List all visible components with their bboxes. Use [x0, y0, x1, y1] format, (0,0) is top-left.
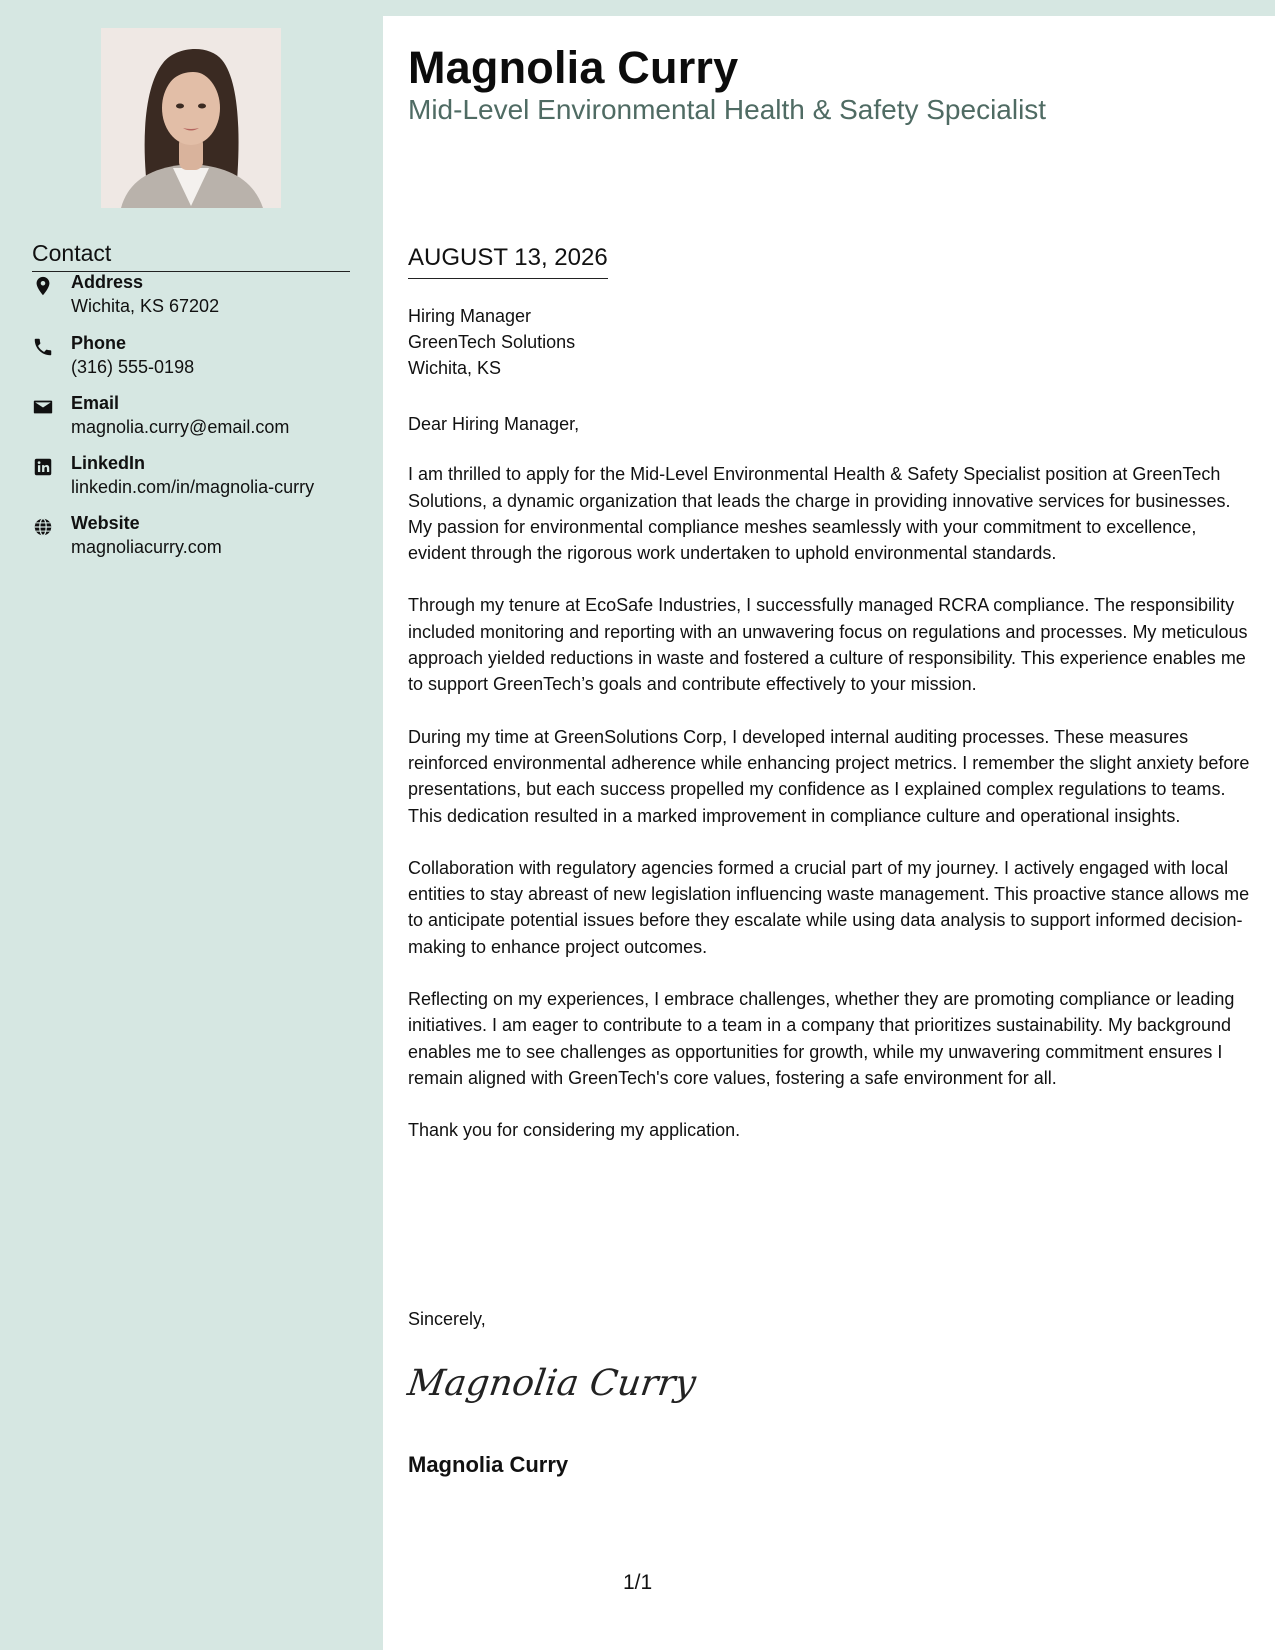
sidebar — [0, 0, 383, 1650]
recipient-block — [408, 303, 575, 381]
contact-linkedin[interactable] — [32, 453, 362, 505]
website-link[interactable]: magnoliacurry.com — [71, 537, 222, 557]
letter-paragraph: Reflecting on my experiences, I embrace challenges, whether they are promoting compliance or leading initiatives. I am eager to contribute to a team in a company that prioritizes sustainability. My background enables me to see challenges as opportunities for growth, while my unwavering commitment ensures I remain aligned with GreenTech's core values, fostering a safe environment for all. — [408, 989, 1235, 1088]
closing: Sincerely, — [408, 1309, 486, 1329]
contact-heading: Contact — [32, 240, 350, 272]
contact-label: Website — [71, 513, 140, 533]
letter-paragraph: Thank you for considering my application. — [408, 1120, 741, 1141]
contact-website[interactable] — [32, 513, 362, 565]
letter-paragraph: I am thrilled to apply for the Mid-Level Environmental Health & Safety Specialist position at GreenTech Solutions, a dynamic organization that leads the charge in providing innovative services for businesses. My passion for environmental compliance meshes seamlessly with your commitment to excellence, evident through the rigorous work undertaken to uphold environmental standards. — [408, 464, 1231, 564]
contact-value: Wichita, KS 67202 — [71, 296, 220, 316]
signature-script: Magnolia Curry — [405, 1361, 699, 1404]
letter-paragraph: Collaboration with regulatory agencies formed a crucial part of my journey. I actively engaged with local entities to stay abreast of new legislation influencing waste management. This proactive stance allows me to anticipate potential issues before they escalate while using data analysis to support informed decision-making to enhance project outcomes. — [408, 857, 1250, 957]
recipient-line: Wichita, KS — [408, 358, 502, 378]
letter-paragraph: Through my tenure at EcoSafe Industries, I successfully managed RCRA compliance. The responsibility included monitoring and reporting with an unwavering focus on regulations and processes. My meticulous approach yielded reductions in waste and fostered a culture of responsibility. This experience enables me to support GreenTech’s goals and contribute effectively to your mission. — [408, 595, 1248, 695]
recipient-line: Hiring Manager — [408, 306, 532, 326]
letter-body — [408, 411, 1253, 1170]
contact-label: Address — [71, 272, 144, 292]
contact-email[interactable] — [32, 393, 362, 445]
phone-icon — [32, 336, 54, 358]
handwritten-signature — [405, 1355, 699, 1411]
contact-label: LinkedIn — [71, 453, 146, 473]
letter-paragraph: During my time at GreenSolutions Corp, I developed internal auditing processes. These measures reinforced environmental adherence while enhancing project metrics. I remember the slight anxiety before presentations, but each success propelled my confidence as I explained complex regulations to teams. This dedication resulted in a marked improvement in compliance culture and operational insights. — [408, 726, 1250, 826]
contact-phone — [32, 333, 362, 385]
contact-label: Phone — [71, 333, 127, 353]
contact-value: (316) 555-0198 — [71, 357, 195, 377]
avatar — [101, 28, 281, 208]
page-number: 1/1 — [623, 1571, 653, 1594]
contact-address — [32, 272, 362, 324]
applicant-name: Magnolia Curry — [408, 42, 739, 93]
globe-icon — [32, 516, 54, 538]
location-pin-icon — [32, 275, 54, 297]
job-title: Mid-Level Environmental Health & Safety Specialist — [408, 94, 1047, 125]
linkedin-link[interactable]: linkedin.com/in/magnolia-curry — [71, 477, 315, 497]
letter-date: AUGUST 13, 2026 — [408, 244, 608, 279]
linkedin-icon — [32, 456, 54, 478]
salutation: Dear Hiring Manager, — [408, 414, 580, 434]
envelope-icon — [32, 396, 54, 418]
profile-photo — [101, 28, 281, 208]
signer-name: Magnolia Curry — [408, 1452, 569, 1477]
contact-label: Email — [71, 393, 120, 413]
recipient-line: GreenTech Solutions — [408, 332, 576, 352]
email-link[interactable]: magnolia.curry@email.com — [71, 417, 290, 437]
